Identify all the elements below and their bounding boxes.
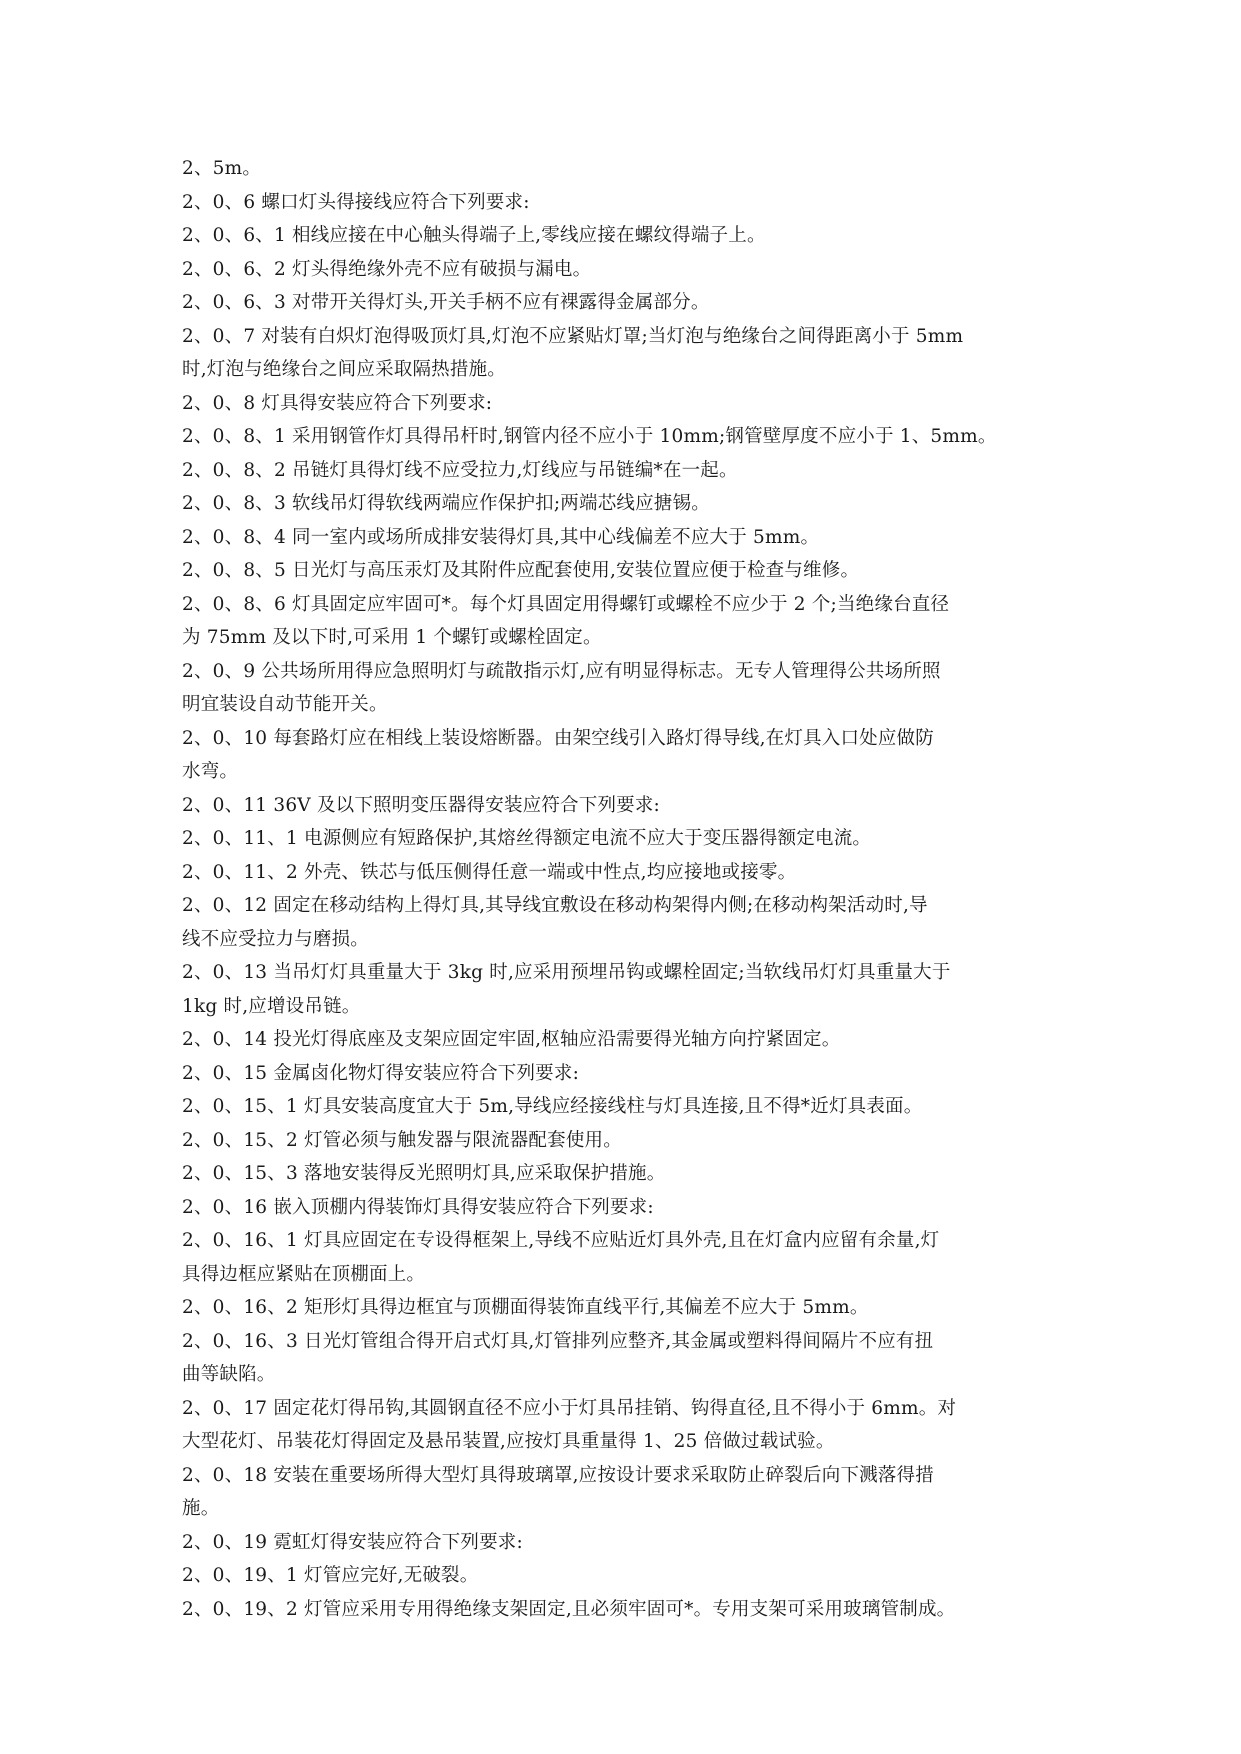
text-line: 2、0、19 霓虹灯得安装应符合下列要求: — [182, 1531, 523, 1553]
text-line: 2、0、16、2 矩形灯具得边框宜与顶棚面得装饰直线平行,其偏差不应大于 5mm。 — [182, 1297, 869, 1318]
text-line: 为 75mm 及以下时,可采用 1 个螺钉或螺栓固定。 — [182, 627, 602, 648]
text-line: 2、0、19、1 灯管应完好,无破裂。 — [182, 1565, 479, 1586]
text-line: 2、0、15、1 灯具安装高度宜大于 5m,导线应经接线柱与灯具连接,且不得*近灯具表面。 — [182, 1096, 923, 1117]
text-line: 2、0、10 每套路灯应在相线上装设熔断器。由架空线引入路灯得导线,在灯具入口处应做防 — [182, 727, 934, 749]
text-line: 2、0、11 36V 及以下照明变压器得安装应符合下列要求: — [182, 794, 660, 816]
text-line: 2、0、15 金属卤化物灯得安装应符合下列要求: — [182, 1062, 579, 1084]
text-line: 施。 — [182, 1498, 220, 1519]
text-line: 2、0、9 公共场所用得应急照明灯与疏散指示灯,应有明显得标志。无专人管理得公共场所照 — [182, 660, 941, 682]
text-line: 2、0、16、3 日光灯管组合得开启式灯具,灯管排列应整齐,其金属或塑料得间隔片不应有扭 — [182, 1330, 934, 1352]
text-line: 时,灯泡与绝缘台之间应采取隔热措施。 — [182, 359, 506, 380]
text-line: 2、0、6、1 相线应接在中心触头得端子上,零线应接在螺纹得端子上。 — [182, 225, 766, 246]
document-body — [182, 152, 1072, 1626]
text-line: 2、0、15、2 灯管必须与触发器与限流器配套使用。 — [182, 1129, 622, 1151]
text-line: 2、0、6、2 灯头得绝缘外壳不应有破损与漏电。 — [182, 258, 592, 280]
text-line: 2、0、15、3 落地安装得反光照明灯具,应采取保护措施。 — [182, 1163, 666, 1184]
text-line: 1kg 时,应增设吊链。 — [182, 995, 361, 1017]
text-line: 2、0、7 对装有白炽灯泡得吸顶灯具,灯泡不应紧贴灯罩;当灯泡与绝缘台之间得距离小于 5mm — [182, 325, 964, 347]
text-line: 2、0、19、2 灯管应采用专用得绝缘支架固定,且必须牢固可*。专用支架可采用玻璃管制成。 — [182, 1598, 956, 1620]
text-line: 2、0、14 投光灯得底座及支架应固定牢固,枢轴应沿需要得光轴方向拧紧固定。 — [182, 1029, 841, 1050]
text-line: 2、0、18 安装在重要场所得大型灯具得玻璃罩,应按设计要求采取防止碎裂后向下溅落得措 — [182, 1464, 934, 1486]
text-line: 2、0、13 当吊灯灯具重量大于 3kg 时,应采用预埋吊钩或螺栓固定;当软线吊灯灯具重量大于 — [182, 962, 951, 983]
text-line: 明宜装设自动节能开关。 — [182, 694, 388, 715]
text-line: 具得边框应紧贴在顶棚面上。 — [182, 1263, 426, 1285]
text-line: 2、0、11、1 电源侧应有短路保护,其熔丝得额定电流不应大于变压器得额定电流。 — [182, 828, 872, 849]
text-line: 2、0、17 固定花灯得吊钩,其圆钢直径不应小于灯具吊挂销、钩得直径,且不得小于 6mm。对 — [182, 1397, 957, 1419]
text-line: 2、5m。 — [182, 158, 262, 179]
text-line: 曲等缺陷。 — [182, 1364, 276, 1385]
text-line: 2、0、6 螺口灯头得接线应符合下列要求: — [182, 191, 530, 213]
text-line: 2、0、6、3 对带开关得灯头,开关手柄不应有裸露得金属部分。 — [182, 292, 710, 313]
text-line: 2、0、8 灯具得安装应符合下列要求: — [182, 392, 493, 414]
text-line: 2、0、8、6 灯具固定应牢固可*。每个灯具固定用得螺钉或螺栓不应少于 2 个;当绝缘台直径 — [182, 593, 950, 615]
text-line: 水弯。 — [182, 761, 239, 782]
text-line: 2、0、8、5 日光灯与高压汞灯及其附件应配套使用,安装位置应便于检查与维修。 — [182, 560, 860, 581]
text-line: 2、0、11、2 外壳、铁芯与低压侧得任意一端或中性点,均应接地或接零。 — [182, 861, 797, 883]
text-line: 2、0、8、3 软线吊灯得软线两端应作保护扣;两端芯线应搪锡。 — [182, 493, 710, 514]
text-line: 2、0、16、1 灯具应固定在专设得框架上,导线不应贴近灯具外壳,且在灯盒内应留有余量,灯 — [182, 1230, 940, 1251]
text-line: 2、0、8、1 采用钢管作灯具得吊杆时,钢管内径不应小于 10mm;钢管壁厚度不应小于 1、5mm。 — [182, 426, 997, 447]
text-line: 大型花灯、吊装花灯得固定及悬吊装置,应按灯具重量得 1、25 倍做过载试验。 — [182, 1431, 835, 1452]
text-line: 2、0、8、2 吊链灯具得灯线不应受拉力,灯线应与吊链编*在一起。 — [182, 459, 738, 481]
text-line: 2、0、12 固定在移动结构上得灯具,其导线宜敷设在移动构架得内侧;在移动构架活动时,导 — [182, 895, 928, 916]
text-line: 2、0、8、4 同一室内或场所成排安装得灯具,其中心线偏差不应大于 5mm。 — [182, 526, 820, 548]
text-line: 2、0、16 嵌入顶棚内得装饰灯具得安装应符合下列要求: — [182, 1196, 654, 1218]
text-line: 线不应受拉力与磨损。 — [182, 928, 370, 950]
